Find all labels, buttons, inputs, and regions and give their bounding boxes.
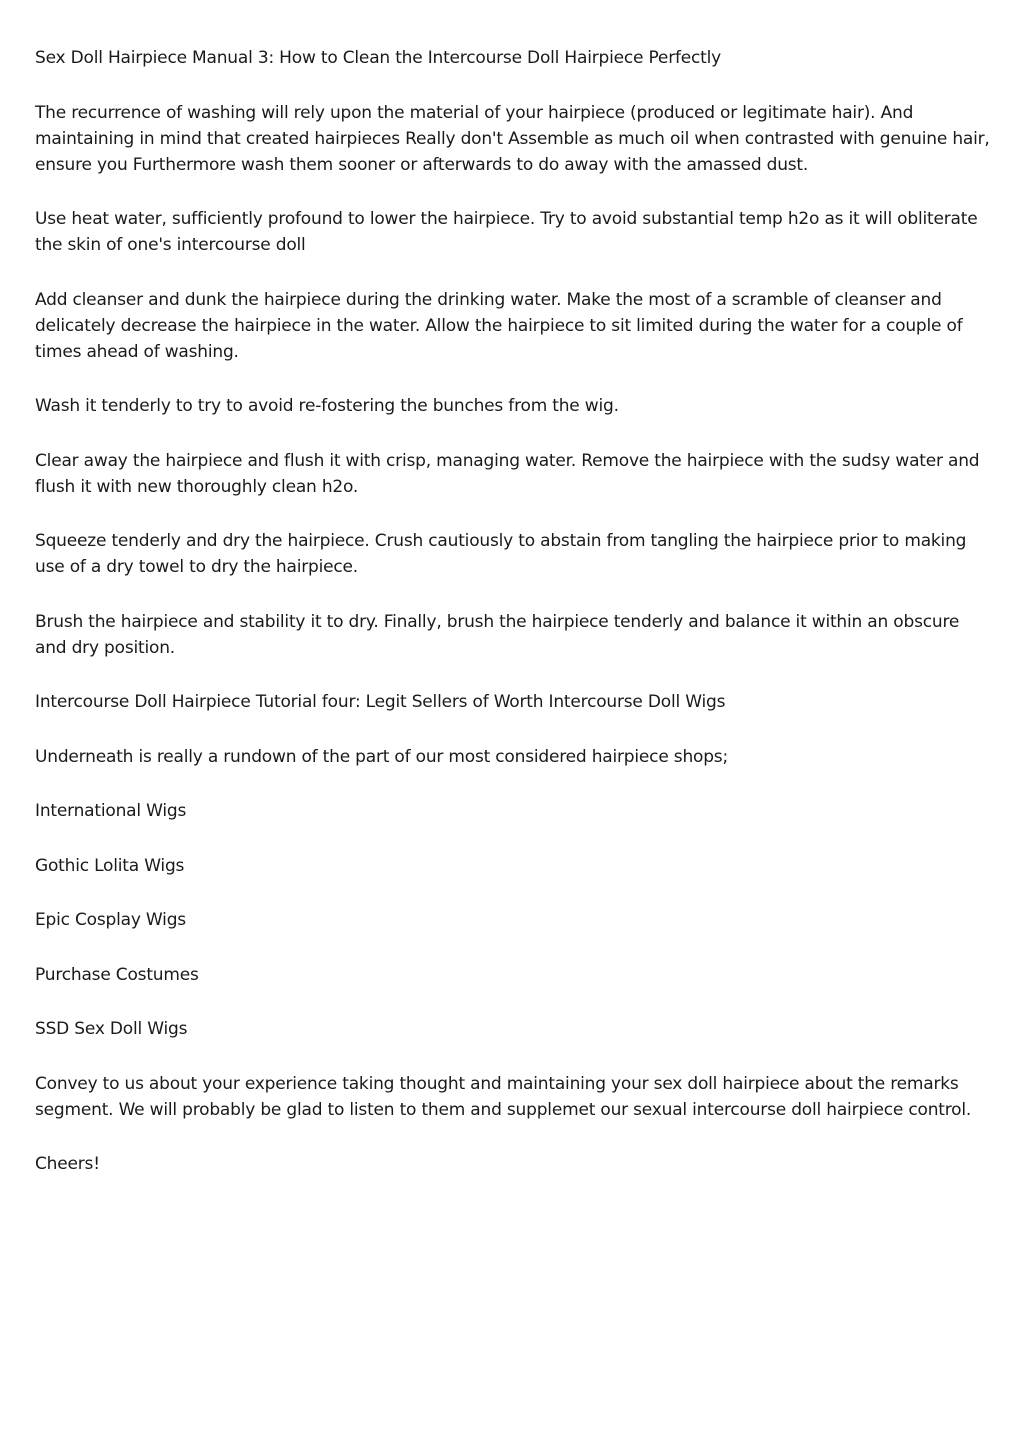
- heading-manual-3: Sex Doll Hairpiece Manual 3: How to Clean the Intercourse Doll Hairpiece Perfectly: [35, 48, 722, 68]
- document-body: [35, 45, 995, 1206]
- paragraph-squeeze-dry: Squeeze tenderly and dry the hairpiece. Crush cautiously to abstain from tangling the hairpiece prior to making use of a dry towel to dry the hairpiece.: [35, 531, 967, 577]
- list-item-shop: Epic Cosplay Wigs: [35, 910, 186, 930]
- paragraph-rinse: Clear away the hairpiece and flush it with crisp, managing water. Remove the hairpiece with the sudsy water and flush it with new thoroughly clean h2o.: [35, 450, 980, 497]
- paragraph-closing: Cheers!: [35, 1154, 100, 1174]
- paragraph-warm-water: Use heat water, sufficiently profound to lower the hairpiece. Try to avoid substantial temp h2o as it will obliterate the skin of one's intercourse doll: [35, 209, 978, 255]
- list-item-shop: SSD Sex Doll Wigs: [35, 1019, 188, 1039]
- heading-tutorial-four: Intercourse Doll Hairpiece Tutorial four: Legit Sellers of Worth Intercourse Doll Wigs: [35, 692, 726, 712]
- paragraph-feedback: Convey to us about your experience taking thought and maintaining your sex doll hairpiece about the remarks segment. We will probably be glad to listen to them and supplemet our sexual intercourse doll hairpiece control.: [35, 1073, 972, 1120]
- paragraph-washing-frequency: The recurrence of washing will rely upon the material of your hairpiece (produced or legitimate hair). And maintaining in mind that created hairpieces Really don't Assemble as much oil when contrasted with genuine hair, ensure you Furthermore wash them sooner or afterwards to do away with the amassed dust.: [35, 102, 990, 175]
- list-item-shop: Gothic Lolita Wigs: [35, 855, 185, 876]
- paragraph-add-cleanser: Add cleanser and dunk the hairpiece during the drinking water. Make the most of a scramble of cleanser and delicately decrease the hairpiece in the water. Allow the hairpiece to sit limited during the water for a couple of times ahead of washing.: [35, 289, 963, 362]
- list-item-shop: International Wigs: [35, 801, 187, 821]
- list-item-shop: Purchase Costumes: [35, 964, 199, 985]
- paragraph-shops-intro: Underneath is really a rundown of the part of our most considered hairpiece shops;: [35, 746, 728, 767]
- paragraph-wash-tenderly: Wash it tenderly to try to avoid re-fostering the bunches from the wig.: [35, 396, 619, 416]
- paragraph-brush: Brush the hairpiece and stability it to dry. Finally, brush the hairpiece tenderly and balance it within an obscure and dry position.: [35, 611, 960, 658]
